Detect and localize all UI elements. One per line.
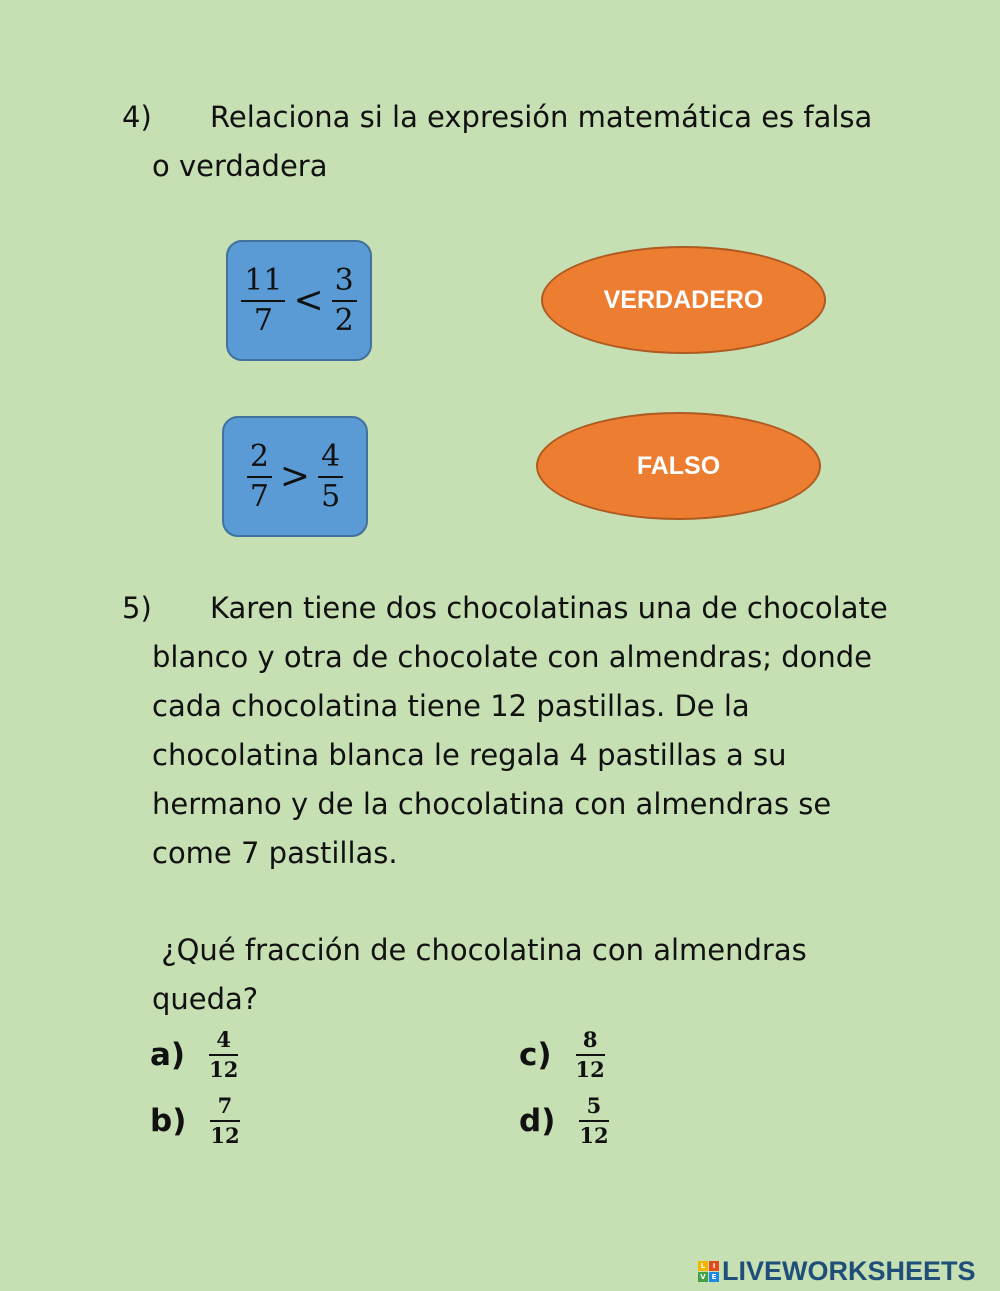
liveworksheets-logo[interactable] (698, 1256, 976, 1287)
question-4-number: 4) (122, 100, 152, 134)
option-a[interactable] (150, 1028, 238, 1082)
falso-button[interactable]: FALSO (536, 412, 821, 520)
option-c-letter: c) (519, 1037, 552, 1073)
subquestion-line1: ¿Qué fracción de chocolatina con almendras (152, 933, 807, 967)
option-a-letter: a) (150, 1037, 186, 1073)
question-5-text-line4: chocolatina blanca le regala 4 pastillas a su (152, 738, 787, 772)
option-d-fraction: $\frac{5}{12}$ (579, 1093, 609, 1148)
question-5 (122, 584, 942, 878)
question-5-text-line5: hermano y de la chocolatina con almendras se (152, 787, 832, 821)
fraction-right-2: $\frac{4}{5}$ (318, 440, 343, 514)
question-4 (122, 93, 922, 191)
subquestion-line2: queda? (152, 982, 259, 1016)
fraction-right-1: $\frac{3}{2}$ (332, 264, 357, 338)
option-b-letter: b) (150, 1103, 187, 1139)
fraction-left-2: $\frac{2}{7}$ (247, 440, 272, 514)
question-5-text-line6: come 7 pastillas. (152, 836, 398, 870)
liveworksheets-icon: L I V E (698, 1261, 719, 1282)
expression-card-2[interactable] (222, 416, 368, 537)
question-4-text-line2: o verdadera (152, 149, 328, 183)
question-5-text-line1: Karen tiene dos chocolatinas una de chocolate (210, 591, 888, 625)
option-d[interactable] (519, 1094, 609, 1148)
option-a-fraction: $\frac{4}{12}$ (209, 1027, 239, 1082)
question-4-text-line1: Relaciona si la expresión matemática es falsa (210, 100, 873, 134)
question-5-number: 5) (122, 591, 152, 625)
verdadero-button[interactable]: VERDADERO (541, 246, 826, 354)
expression-card-1[interactable] (226, 240, 372, 361)
option-b[interactable] (150, 1094, 240, 1148)
operator-2: > (279, 455, 311, 497)
option-b-fraction: $\frac{7}{12}$ (210, 1093, 240, 1148)
option-c[interactable] (519, 1028, 605, 1082)
question-5-subquestion (152, 926, 912, 1024)
fraction-left-1: $\frac{11}{7}$ (241, 264, 285, 338)
operator-1: < (293, 279, 324, 321)
option-c-fraction: $\frac{8}{12}$ (575, 1027, 605, 1082)
question-5-text-line2: blanco y otra de chocolate con almendras; donde (152, 640, 872, 674)
liveworksheets-text: LIVEWORKSHEETS (722, 1256, 976, 1286)
option-d-letter: d) (519, 1103, 556, 1139)
question-5-text-line3: cada chocolatina tiene 12 pastillas. De la (152, 689, 750, 723)
